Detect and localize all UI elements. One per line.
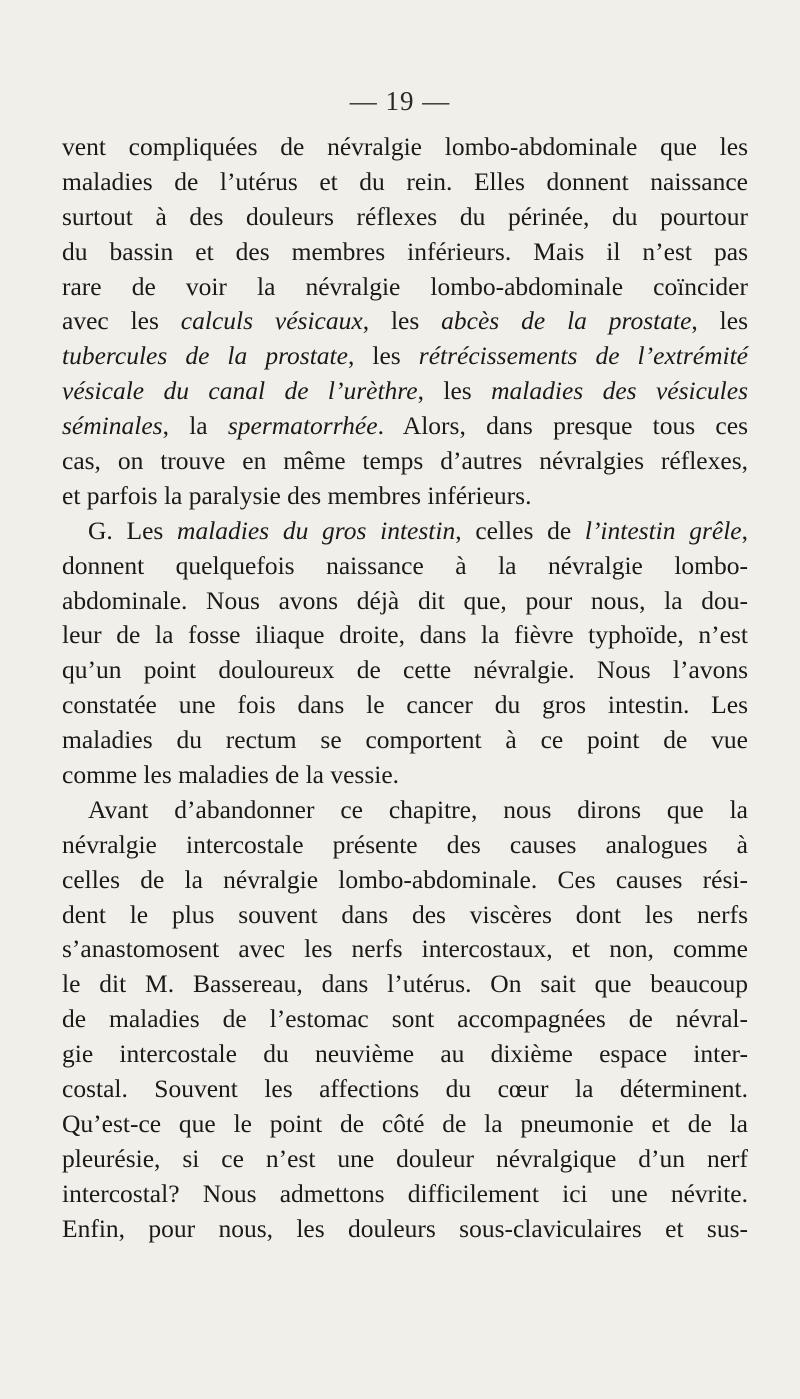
page-number: — 19 — — [349, 86, 451, 116]
text-segment: donnent quelquefois naissance à la névralgie lombo- — [62, 550, 748, 580]
text-segment: rare de voir la névralgie lombo-abdominale coïncider — [62, 271, 748, 301]
text-line — [62, 200, 748, 235]
text-segment: , — [741, 515, 748, 545]
text-line — [62, 1037, 748, 1072]
body-text — [62, 130, 748, 1247]
italic-text-segment: vésicale du canal de l’urèthre — [62, 376, 418, 406]
text-segment: comme les maladies de la vessie. — [62, 760, 400, 790]
text-segment: dent le plus souvent dans des viscères dont les nerfs — [62, 899, 748, 929]
text-segment: du bassin et des membres inférieurs. Mais il n’est pas — [62, 236, 748, 266]
italic-text-segment: abcès de la prostate — [441, 306, 692, 336]
text-line — [62, 1212, 748, 1247]
text-line — [62, 863, 748, 898]
text-line — [62, 165, 748, 200]
text-line — [62, 1107, 748, 1142]
italic-text-segment: l’intestin grêle — [584, 515, 742, 545]
text-segment: abdominale. Nous avons déjà dit que, pour nous, la dou- — [62, 585, 748, 615]
text-segment: constatée une fois dans le cancer du gros intestin. Les — [62, 690, 748, 720]
text-line — [62, 130, 748, 165]
text-segment: avec les — [62, 306, 181, 336]
text-line — [62, 1177, 748, 1212]
text-segment: le dit M. Bassereau, dans l’utérus. On sait que beaucoup — [62, 969, 748, 999]
text-segment: et parfois la paralysie des membres inférieurs. — [62, 480, 532, 510]
text-segment: Enfin, pour nous, les douleurs sous-claviculaires et sus- — [62, 1213, 748, 1243]
text-segment: vent compliquées de névralgie lombo-abdominale que les — [62, 132, 748, 161]
text-line — [62, 688, 748, 723]
text-line — [62, 304, 748, 339]
text-line — [62, 653, 748, 688]
text-segment: gie intercostale du neuvième au dixième espace inter- — [62, 1039, 748, 1069]
text-line — [62, 479, 748, 514]
text-line — [62, 618, 748, 653]
text-segment: G. Les — [88, 515, 178, 545]
italic-text-segment: rétrécissements de l’extrémité — [418, 341, 748, 371]
text-line — [62, 1002, 748, 1037]
text-line — [62, 828, 748, 863]
italic-text-segment: tubercules de la prostate — [62, 341, 348, 371]
text-line — [62, 339, 748, 374]
text-line — [62, 584, 748, 619]
text-line — [62, 1142, 748, 1177]
text-line — [62, 932, 748, 967]
text-segment: maladies de l’utérus et du rein. Elles donnent naissance — [62, 166, 748, 196]
italic-text-segment: spermatorrhée — [227, 411, 378, 441]
text-segment: , la — [162, 411, 228, 441]
text-line — [62, 793, 748, 828]
text-segment: Qu’est-ce que le point de côté de la pneumonie et de la — [62, 1108, 748, 1138]
italic-text-segment: maladies des vésicules — [491, 376, 749, 406]
text-line — [62, 514, 748, 549]
text-line — [62, 898, 748, 933]
text-line — [62, 549, 748, 584]
text-line — [62, 444, 748, 479]
text-line — [62, 374, 748, 409]
text-segment: , les — [417, 376, 492, 406]
text-segment: cas, on trouve en même temps d’autres névralgies réflexes, — [62, 446, 748, 476]
text-segment: , les — [347, 341, 419, 371]
text-segment: pleurésie, si ce n’est une douleur névralgique d’un nerf — [62, 1143, 748, 1173]
text-segment: celles de la névralgie lombo-abdominale. Ces causes rési- — [62, 864, 748, 894]
text-segment: leur de la fosse iliaque droite, dans la fièvre typhoïde, n’est — [62, 620, 748, 650]
text-segment: s’anastomosent avec les nerfs intercostaux, et non, comme — [62, 934, 748, 964]
text-line — [62, 270, 748, 305]
text-segment: surtout à des douleurs réflexes du périnée, du pourtour — [62, 201, 748, 231]
text-segment: intercostal? Nous admettons difficilement ici une névrite. — [62, 1178, 748, 1208]
text-segment: , les — [691, 306, 749, 336]
italic-text-segment: calculs vésicaux — [180, 306, 363, 336]
text-segment: . Alors, dans presque tous ces — [377, 411, 748, 441]
text-line — [62, 235, 748, 270]
text-line — [62, 758, 748, 793]
text-segment: qu’un point douloureux de cette névralgie. Nous l’avons — [62, 655, 748, 685]
text-line — [62, 723, 748, 758]
text-segment: maladies du rectum se comportent à ce point de vue — [62, 725, 748, 755]
text-line — [62, 1072, 748, 1107]
text-segment: Avant d’abandonner ce chapitre, nous dirons que la — [88, 794, 748, 824]
italic-text-segment: séminales — [62, 411, 163, 441]
text-segment: de maladies de l’estomac sont accompagnées de névral- — [62, 1004, 748, 1034]
text-line — [62, 967, 748, 1002]
text-line — [62, 409, 748, 444]
text-segment: , les — [362, 306, 442, 336]
italic-text-segment: maladies du gros intestin — [177, 515, 456, 545]
text-segment: névralgie intercostale présente des causes analogues à — [62, 829, 748, 859]
text-segment: , celles de — [455, 515, 585, 545]
text-segment: costal. Souvent les affections du cœur la déterminent. — [62, 1074, 748, 1104]
